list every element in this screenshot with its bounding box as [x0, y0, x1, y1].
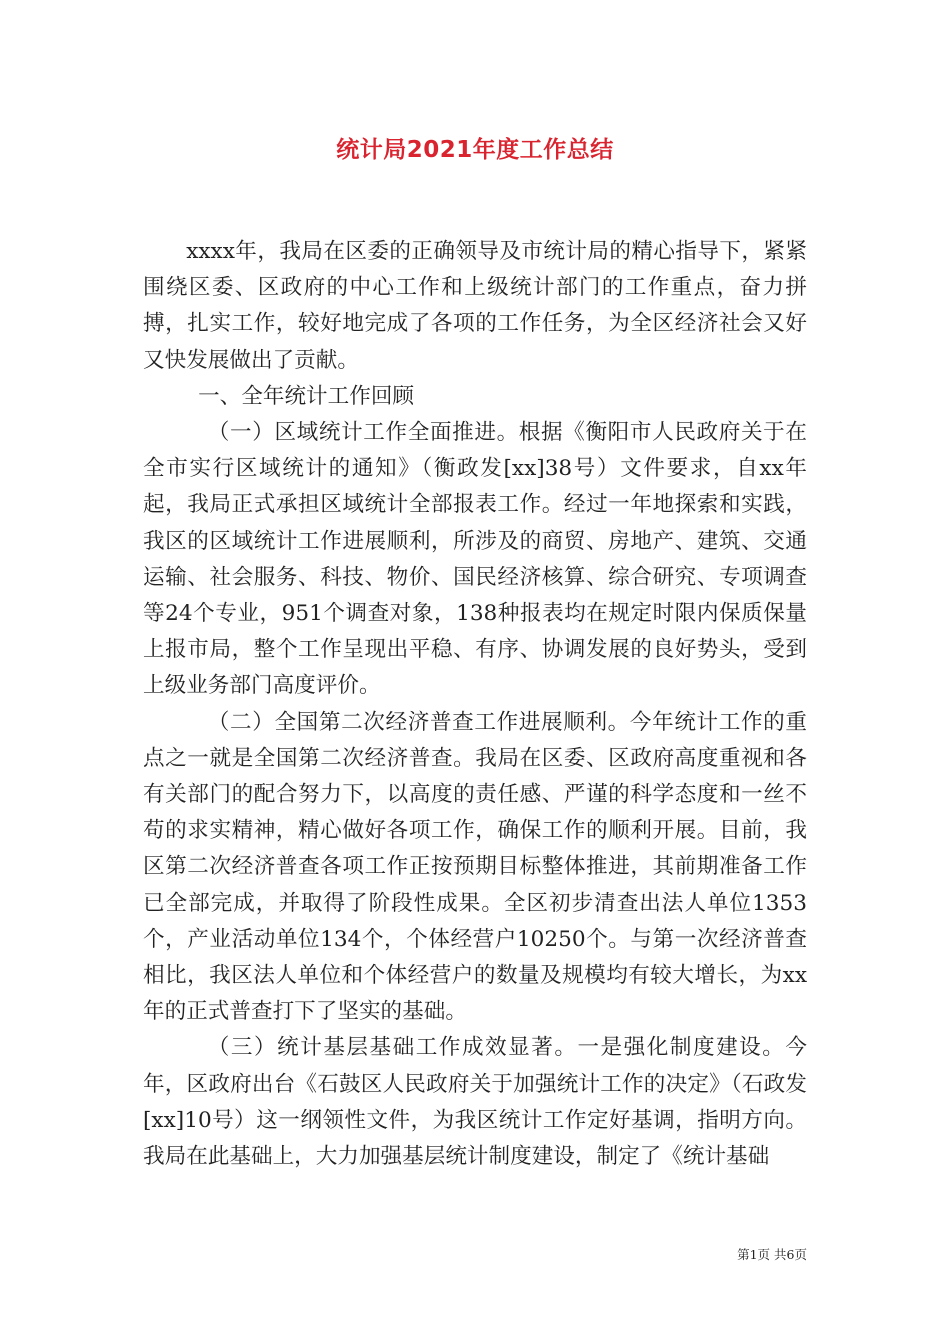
- paragraph-regional-statistics: （一）区域统计工作全面推进。根据《衡阳市人民政府关于在全市实行区域统计的通知》（衡政发[xx]38号）文件要求，自xx年起，我局正式承担区域统计全部报表工作。经过一年地探索和实践，我区的区域统计工作进展顺利，所涉及的商贸、房地产、建筑、交通运输、社会服务、科技、物价、国民经济核算、综合研究、专项调查等24个专业，951个调查对象，138种报表均在规定时限内保质保量上报市局，整个工作呈现出平稳、有序、协调发展的良好势头，受到上级业务部门高度评价。: [143, 420, 807, 699]
- paragraph-grassroots-work: （三）统计基层基础工作成效显著。一是强化制度建设。今年，区政府出台《石鼓区人民政府关于加强统计工作的决定》（石政发[xx]10号）这一纲领性文件，为我区统计工作定好基调，指明方向。我局在此基础上，大力加强基层统计制度建设，制定了《统计基础: [143, 1035, 807, 1170]
- document-title: 统计局2021年度工作总结: [336, 137, 614, 163]
- document-body: [143, 234, 807, 1175]
- paragraph-economic-census: （二）全国第二次经济普查工作进展顺利。今年统计工作的重点之一就是全国第二次经济普查。我局在区委、区政府高度重视和各有关部门的配合努力下，以高度的责任感、严谨的科学态度和一丝不苟的求实精神，精心做好各项工作，确保工作的顺利开展。目前，我区第二次经济普查各项工作正按预期目标整体推进，其前期准备工作已全部完成，并取得了阶段性成果。全区初步清查出法人单位1353个，产业活动单位134个，个体经营户10250个。与第一次经济普查相比，我区法人单位和个体经营户的数量及规模均有较大增长，为xx年的正式普查打下了坚实的基础。: [143, 709, 807, 1025]
- page-number: 第1页 共6页: [737, 1247, 807, 1262]
- section-heading: 一、全年统计工作回顾: [198, 383, 415, 409]
- intro-paragraph: xxxx年，我局在区委的正确领导及市统计局的精心指导下，紧紧围绕区委、区政府的中心工作和上级统计部门的工作重点，奋力拼搏，扎实工作，较好地完成了各项的工作任务，为全区经济社会又好又快发展做出了贡献。: [143, 239, 807, 373]
